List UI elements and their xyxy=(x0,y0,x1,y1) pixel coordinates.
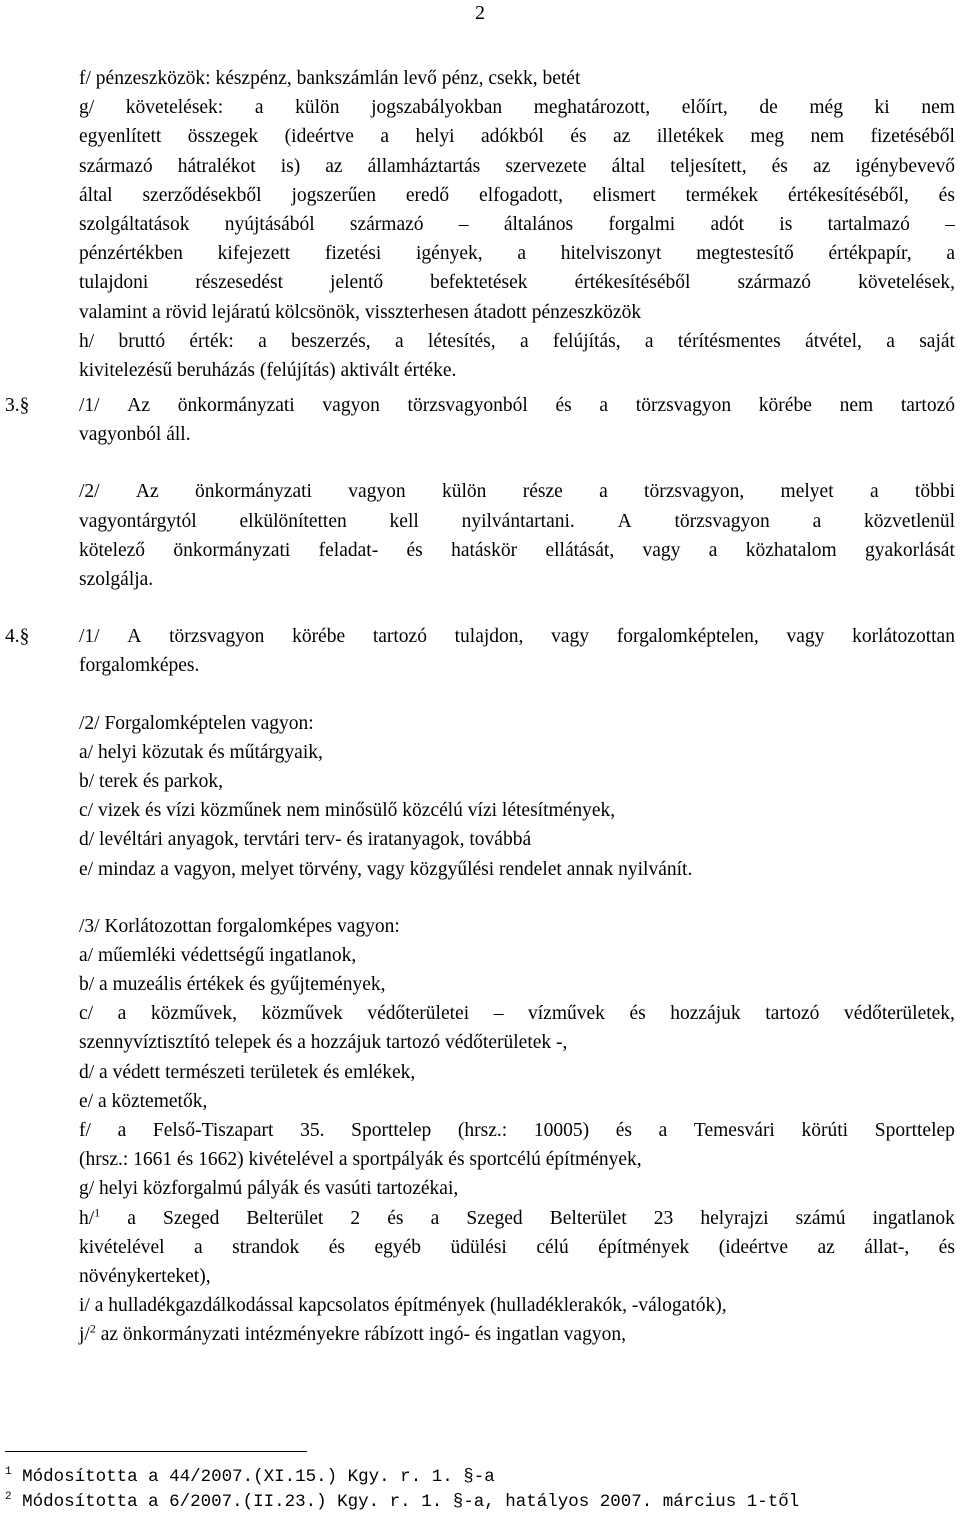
word: felújítás, xyxy=(552,330,621,352)
word: vagyon xyxy=(348,481,406,503)
word: létesítés, xyxy=(427,330,496,352)
word: és xyxy=(615,1120,632,1141)
word: pénzértékben xyxy=(79,243,183,265)
word: még xyxy=(809,97,843,119)
word: a xyxy=(117,1003,127,1025)
word: hatáskör xyxy=(451,539,518,561)
word: közvetlenül xyxy=(864,510,955,532)
word: megtestesítő xyxy=(696,243,794,265)
word: körébe xyxy=(292,626,346,648)
word: a xyxy=(380,126,390,148)
list-item-h-prefix: h/$^1$ xyxy=(79,1205,101,1229)
word: a xyxy=(599,395,609,417)
word: része xyxy=(522,481,563,503)
definition-line: kivitelezésű beruházás (felújítás) aktivált értéke. xyxy=(79,359,457,381)
list-item-j-prefix: j/ xyxy=(79,1324,90,1346)
word: (hrsz.: xyxy=(457,1120,508,1141)
word: jogszabályokban xyxy=(371,97,503,119)
list-item xyxy=(0,999,955,1028)
footnote-1-text: Módosította a 44/2007.(XI.15.) Kgy. r. 1. §-a xyxy=(22,1467,495,1487)
word: hitelviszonyt xyxy=(560,243,662,265)
word: /2/ xyxy=(79,481,100,503)
list-item: a/ helyi közutak és műtárgyaik, xyxy=(79,741,323,763)
word: Sporttelep xyxy=(351,1120,432,1141)
word: által xyxy=(79,184,113,206)
word: és xyxy=(387,1207,404,1229)
word: illetékek xyxy=(656,126,724,148)
footnote-ref-1[interactable]: 1 xyxy=(94,1205,101,1220)
word: termékek xyxy=(685,184,759,206)
word: Az xyxy=(127,395,151,417)
word: részesedést xyxy=(195,272,284,294)
definition-f-line: f/ pénzeszközök: készpénz, bankszámlán levő pénz, csekk, betét xyxy=(79,68,581,89)
word: Belterület xyxy=(549,1207,627,1229)
word: tartozó xyxy=(900,395,955,417)
word: saját xyxy=(919,330,955,352)
word: forgalomképtelen, xyxy=(616,626,759,648)
list-item: (hrsz.: 1661 és 1662) kivételével a sportpályák és sportcélú építmények, xyxy=(79,1149,642,1171)
section-3 xyxy=(0,391,960,594)
word: h/ xyxy=(79,330,95,352)
word: tartalmazó xyxy=(827,213,910,235)
definition-line xyxy=(0,181,955,210)
word: a xyxy=(430,1207,440,1229)
footnote-ref-2[interactable]: 2 xyxy=(89,1321,96,1336)
word: eredő xyxy=(405,184,450,206)
word: a xyxy=(517,243,526,265)
word: 2 xyxy=(350,1207,361,1229)
section-4-paragraph-1-line: forgalomképes. xyxy=(79,655,200,677)
word: adót xyxy=(710,213,745,235)
word: tartozó xyxy=(372,626,427,648)
footnote-separator xyxy=(5,1451,307,1452)
word: vagy xyxy=(786,626,825,648)
list-item: c/ vizek és vízi közműnek nem minősülő közcélú vízi létesítmények, xyxy=(79,800,616,822)
word: törzsvagyon, xyxy=(644,481,745,503)
word: ellátását, xyxy=(545,539,615,561)
word: igénybevevő xyxy=(855,155,955,177)
section-3-paragraph-2-line xyxy=(0,477,955,506)
word: körébe xyxy=(758,395,812,417)
word: értékesítéséből, xyxy=(788,184,909,206)
word: önkormányzati xyxy=(177,395,295,417)
word: /1/ xyxy=(79,626,100,648)
word: 23 xyxy=(653,1207,674,1229)
list-item: szennyvíztisztító telepek és a hozzájuk tartozó védőterületek -, xyxy=(79,1032,568,1054)
word: kifejezett xyxy=(217,243,291,265)
word: által xyxy=(611,155,646,177)
word: a xyxy=(258,330,267,352)
word: tulajdoni xyxy=(79,272,149,294)
page-number: 2 xyxy=(475,2,485,24)
word: és xyxy=(938,1236,955,1258)
word: nem xyxy=(810,126,845,148)
word: vagyontárgytól xyxy=(79,510,197,532)
word: Belterület xyxy=(246,1207,324,1229)
word: egyenlített xyxy=(79,126,162,148)
list-item: b/ a muzeális értékek és gyűjtemények, xyxy=(79,974,386,996)
definition-line xyxy=(0,210,955,239)
section-number: 4.§ xyxy=(5,626,30,648)
section-3-paragraph-1-line xyxy=(0,391,955,420)
word: a xyxy=(812,510,822,532)
word: elfogadott, xyxy=(479,184,563,206)
word: célú xyxy=(536,1236,569,1258)
word: közművek xyxy=(261,1003,343,1025)
list-item: a/ műemléki védettségű ingatlanok, xyxy=(79,944,357,966)
word: a xyxy=(658,1120,668,1141)
word: az xyxy=(812,155,831,177)
forgalomkeptelen-heading: /2/ Forgalomképtelen vagyon: xyxy=(79,712,314,734)
word: jelentő xyxy=(330,272,384,294)
word: korlátozottan xyxy=(852,626,955,648)
word: vagyon xyxy=(322,395,380,417)
word: államháztartás xyxy=(367,155,481,177)
word: üdülési xyxy=(450,1236,507,1258)
word: a xyxy=(519,330,529,352)
section-3-paragraph-1-line: vagyonból áll. xyxy=(79,424,191,446)
list-item: e/ mindaz a vagyon, melyet törvény, vagy közgyűlési rendelet annak nyilvánít. xyxy=(79,858,693,880)
word: körúti xyxy=(801,1120,849,1141)
word: a xyxy=(869,481,879,503)
korlatozottan-heading: /3/ Korlátozottan forgalomképes vagyon: xyxy=(79,915,400,937)
word: a xyxy=(946,243,955,265)
word: strandok xyxy=(232,1236,300,1258)
word: befektetések xyxy=(430,272,528,294)
word: meghatározott, xyxy=(533,97,651,119)
word: szerződésekből xyxy=(142,184,262,206)
section-3-paragraph-2-line xyxy=(0,507,955,536)
list-item: d/ a védett természeti területek és emlékek, xyxy=(79,1061,416,1083)
word: f/ xyxy=(79,1120,91,1141)
word: Szeged xyxy=(163,1207,220,1229)
word: a xyxy=(644,330,654,352)
word: nyújtásából xyxy=(224,213,315,235)
word: közművek, xyxy=(150,1003,237,1025)
word: származó xyxy=(349,213,424,235)
word: a xyxy=(254,97,264,119)
word: építmények xyxy=(598,1236,690,1258)
definition-line xyxy=(0,152,955,181)
word: de xyxy=(759,97,778,119)
word: a xyxy=(194,1236,203,1258)
word: adókból xyxy=(481,126,544,148)
word: és xyxy=(555,395,572,417)
word: Temesvári xyxy=(693,1120,775,1141)
word: szervezete xyxy=(505,155,587,177)
word: nyilvántartani. xyxy=(461,510,575,532)
word: beszerzés, xyxy=(291,330,371,352)
word: törzsvagyonból xyxy=(407,395,528,417)
word: hátralékot xyxy=(177,155,256,177)
list-item-i: i/ a hulladékgazdálkodással kapcsolatos építmények (hulladéklerakók, -válogatók), xyxy=(79,1295,727,1317)
word: is) xyxy=(280,155,301,177)
word: jogszerűen xyxy=(291,184,376,206)
list-item-j xyxy=(0,1320,960,1349)
word: vagy xyxy=(551,626,590,648)
word: (ideértve xyxy=(718,1236,789,1258)
document-body xyxy=(0,64,960,1350)
section-4 xyxy=(0,622,960,1349)
word: g/ xyxy=(79,97,95,119)
word: általános xyxy=(503,213,574,235)
footnote-1 xyxy=(5,1465,955,1490)
word: 35. xyxy=(300,1120,325,1141)
word: meg xyxy=(750,126,784,148)
definition-line xyxy=(0,268,955,297)
word: származó xyxy=(79,155,153,177)
definition-g-line xyxy=(0,93,955,122)
word: és xyxy=(570,126,587,148)
word: vízművek xyxy=(528,1003,605,1025)
word: önkormányzati xyxy=(173,539,291,561)
word: Felső-Tiszapart xyxy=(152,1120,274,1141)
word: vagy xyxy=(642,539,681,561)
word: (ideértve xyxy=(284,126,354,148)
word: és xyxy=(328,1236,346,1258)
footnote-2-text: Módosította a 6/2007.(II.23.) Kgy. r. 1. §-a, hatályos 2007. március 1-től xyxy=(22,1491,800,1512)
word: származó xyxy=(737,272,812,294)
word: forgalmi xyxy=(608,213,676,235)
word: értékpapír, xyxy=(828,243,912,265)
word: A xyxy=(127,626,142,648)
list-item xyxy=(0,1116,955,1145)
word: kell xyxy=(389,510,419,532)
word: Szeged xyxy=(466,1207,523,1229)
word: elismert xyxy=(592,184,656,206)
word: 10005) xyxy=(533,1120,590,1141)
word: ki xyxy=(874,97,890,119)
word: – xyxy=(945,213,955,235)
word: melyet xyxy=(780,481,834,503)
word: nem xyxy=(921,97,955,119)
word: helyi xyxy=(415,126,455,148)
definition-line xyxy=(0,239,955,268)
definition-line xyxy=(0,122,955,151)
definition-h-line xyxy=(0,327,955,356)
word: Az xyxy=(135,481,159,503)
section-3-paragraph-2-line xyxy=(0,536,955,565)
word: átvétel, xyxy=(805,330,862,352)
footnotes xyxy=(5,1465,955,1514)
word: értékesítéséből xyxy=(574,272,691,294)
word: és xyxy=(771,155,788,177)
word: teljesített, xyxy=(670,155,747,177)
word: helyrajzi xyxy=(700,1207,769,1229)
word: /1/ xyxy=(79,395,100,417)
word: a xyxy=(599,481,608,503)
word: térítésmentes xyxy=(677,330,781,352)
word: és xyxy=(406,539,423,561)
definitions-block xyxy=(0,64,960,385)
word: ingatlanok xyxy=(872,1207,955,1229)
word: külön xyxy=(295,97,340,119)
word: összegek xyxy=(187,126,259,148)
word: c/ xyxy=(79,1003,94,1025)
list-item-h-line: növénykerteket), xyxy=(79,1265,211,1287)
word: fizetési xyxy=(324,243,382,265)
word: érték: xyxy=(189,330,234,352)
word: a xyxy=(127,1207,136,1229)
word: követelések, xyxy=(858,272,955,294)
section-3-paragraph-2-line: szolgálja. xyxy=(79,569,154,590)
word: az xyxy=(817,1236,835,1258)
word: a xyxy=(708,539,718,561)
word: védőterületek, xyxy=(843,1003,955,1025)
word: kötelező xyxy=(79,539,146,561)
word: állat-, xyxy=(864,1236,910,1258)
word: nem xyxy=(839,395,874,417)
list-item: d/ levéltári anyagok, tervtári terv- és iratanyagok, továbbá xyxy=(79,829,532,851)
word: elkülönítetten xyxy=(239,510,347,532)
word: és xyxy=(938,184,955,206)
word: a xyxy=(394,330,404,352)
list-item: g/ helyi közforgalmú pályák és vasúti tartozékai, xyxy=(79,1178,459,1200)
word: közhatalom xyxy=(745,539,837,561)
section-4-paragraph-1-line xyxy=(0,622,955,651)
definition-line: valamint a rövid lejáratú kölcsönök, visszterhesen átadott pénzeszközök xyxy=(79,301,642,323)
word: tulajdon, xyxy=(454,626,524,648)
word: előírt, xyxy=(681,97,728,119)
word: hozzájuk xyxy=(670,1003,741,1025)
list-item-h-line xyxy=(0,1204,955,1233)
word: törzsvagyon xyxy=(169,626,265,648)
list-item: e/ a köztemetők, xyxy=(79,1090,208,1112)
word: feladat- xyxy=(318,539,379,561)
word: és xyxy=(629,1003,646,1025)
section-number: 3.§ xyxy=(5,395,30,417)
word: – xyxy=(493,1003,504,1025)
word: törzsvagyon xyxy=(674,510,770,532)
word: fizetéséből xyxy=(870,126,955,148)
word: – xyxy=(458,213,469,235)
word: a xyxy=(886,330,895,352)
word: egyéb xyxy=(374,1236,422,1258)
word: számú xyxy=(795,1207,846,1229)
word: külön xyxy=(441,481,487,503)
word: igények, xyxy=(416,243,483,265)
word: is xyxy=(779,213,793,235)
word: az xyxy=(325,155,343,177)
footnote-1-number: 1 xyxy=(5,1466,12,1479)
word: tartozó xyxy=(765,1003,820,1025)
word: a xyxy=(117,1120,127,1141)
footnote-2 xyxy=(5,1490,955,1515)
word: gyakorlását xyxy=(865,539,955,561)
word: szolgáltatások xyxy=(79,213,190,235)
word: törzsvagyon xyxy=(635,395,732,417)
word: A xyxy=(617,510,632,532)
word: önkormányzati xyxy=(194,481,312,503)
word: az xyxy=(613,126,631,148)
footnote-2-number: 2 xyxy=(5,1490,12,1503)
word: kivételével xyxy=(79,1236,165,1258)
word: követelések: xyxy=(125,97,224,119)
list-item-h-line xyxy=(0,1233,955,1262)
word: védőterületei xyxy=(367,1003,470,1025)
word: többi xyxy=(914,481,955,503)
list-item-j-text: az önkormányzati intézményekre rábízott ingó- és ingatlan vagyon, xyxy=(100,1324,626,1346)
list-item: b/ terek és parkok, xyxy=(79,770,224,792)
word: bruttó xyxy=(118,330,166,352)
word: Sporttelep xyxy=(874,1120,955,1141)
